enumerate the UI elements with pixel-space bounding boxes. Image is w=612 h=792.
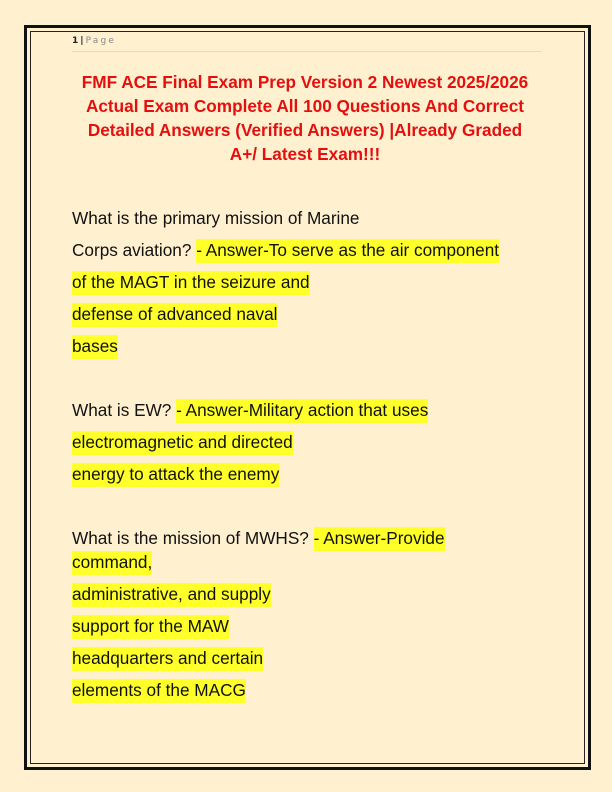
- answer-text: of the MAGT in the seizure and: [72, 271, 310, 295]
- page-header: [72, 36, 542, 52]
- qa-item-1: [72, 207, 499, 367]
- answer-text: energy to attack the enemy: [72, 463, 279, 487]
- answer-text: - Answer-Provide: [314, 527, 445, 551]
- question-line: What is the primary mission of Marine: [72, 208, 360, 228]
- page-label: Page: [85, 36, 117, 46]
- answer-text: defense of advanced naval: [72, 303, 277, 327]
- answer-text: command,: [72, 551, 152, 575]
- answer-text: administrative, and supply: [72, 583, 271, 607]
- qa-item-3: [72, 527, 445, 711]
- answer-text: elements of the MACG: [72, 679, 246, 703]
- title-line: Detailed Answers (Verified Answers) |Already Graded: [87, 120, 523, 140]
- question-text: What is the mission of MWHS?: [72, 528, 309, 548]
- question-text: Corps aviation?: [72, 240, 192, 260]
- title-line: A+/ Latest Exam!!!: [229, 144, 381, 164]
- answer-text: bases: [72, 335, 118, 359]
- qa-item-2: [72, 399, 428, 495]
- answer-text: - Answer-Military action that uses: [176, 399, 428, 423]
- header-separator: |: [80, 36, 84, 46]
- document-title: [60, 70, 550, 166]
- page-number: 1: [72, 36, 79, 46]
- question-text: What is EW?: [72, 400, 172, 420]
- title-line: FMF ACE Final Exam Prep Version 2 Newest 2025/2026: [81, 72, 529, 92]
- answer-text: electromagnetic and directed: [72, 431, 293, 455]
- title-line: Actual Exam Complete All 100 Questions And Correct: [85, 96, 525, 116]
- answer-text: support for the MAW: [72, 615, 229, 639]
- answer-text: - Answer-To serve as the air component: [196, 239, 499, 263]
- answer-text: headquarters and certain: [72, 647, 263, 671]
